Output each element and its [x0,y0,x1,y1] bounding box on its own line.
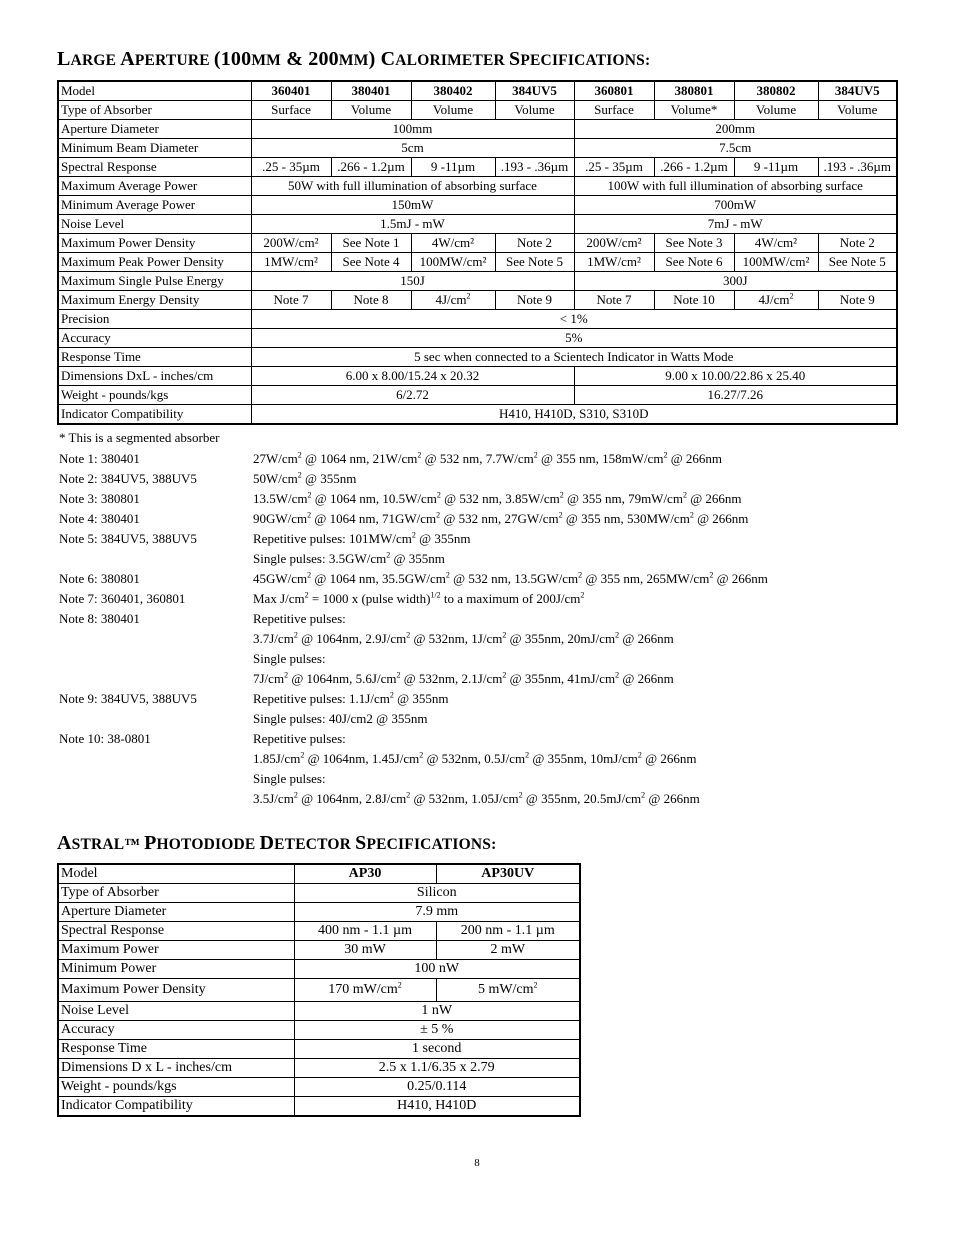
row-label: Type of Absorber [58,101,251,120]
row-label: Spectral Response [58,922,294,941]
table-row [58,81,897,101]
note-label: Note 4: 380401 [59,511,140,526]
model-cell: AP30UV [436,864,580,884]
superscript: 2 [663,450,668,460]
table-cell: .25 - 35µm [251,158,331,177]
table-cell: 150mW [251,196,574,215]
note-text: $45GW/cm^2$ @ 1064 nm, $35.5GW/cm^2$ @ 532 nm, $13.5GW/cm^2$ @ 355 nm, $265MW/cm^2$ @ 266nm [253,570,768,586]
table-row [58,177,897,196]
table-cell: Surface [574,101,654,120]
section-title-calorimeter: LARGE APERTURE (100MM & 200MM) CALORIMETER SPECIFICATIONS: [57,48,651,70]
note-line [59,689,939,709]
row-label: Weight - pounds/kgs [58,1078,294,1097]
note-text: Single pulses: [253,651,326,666]
table-row [58,215,897,234]
table-cell [294,979,436,1002]
table-cell: 7.9 mm [294,903,580,922]
note-line [59,769,939,789]
row-label: Minimum Beam Diameter [58,139,251,158]
table-cell: 200W/cm² [251,234,331,253]
superscript: 2 [307,490,312,500]
superscript: 2 [525,750,530,760]
table-row [58,196,897,215]
note-label [59,769,253,789]
note-label: Note 9: 384UV5, 388UV5 [59,691,197,706]
table-row [58,1078,580,1097]
model-cell: 380802 [734,81,818,101]
table-row [58,405,897,425]
row-label: Model [58,81,251,101]
note-line [59,469,939,489]
superscript: 2 [559,490,564,500]
model-cell: 380401 [331,81,411,101]
superscript: 2 [419,750,424,760]
row-label: Noise Level [58,1002,294,1021]
cell-text: 4J/cm [758,292,790,307]
table-cell: 400 nm - 1.1 µm [294,922,436,941]
table-cell: See Note 3 [654,234,734,253]
table-row [58,386,897,405]
photodiode-spec-table [57,863,581,1117]
note-line [59,629,939,649]
notes-list [59,449,939,809]
table-cell: .193 - .36µm [818,158,897,177]
table-cell: 4W/cm² [734,234,818,253]
table-cell: Volume [331,101,411,120]
table-cell: 4W/cm² [411,234,495,253]
table-cell: Note 2 [818,234,897,253]
note-text: $90GW/cm^2$ @ 1064 nm, $71GW/cm^2$ @ 532 nm, $27GW/cm^2$ @ 355 nm, $530MW/cm^2$ @ 266nm [253,510,749,526]
note-line [59,569,939,589]
table-cell: 1.5mJ - mW [251,215,574,234]
model-cell: AP30 [294,864,436,884]
table-row [58,367,897,386]
row-label: Noise Level [58,215,251,234]
superscript: 2 [637,750,642,760]
table-cell: Surface [251,101,331,120]
superscript: 2 [466,291,471,301]
table-cell: 7mJ - mW [574,215,897,234]
row-label: Weight - pounds/kgs [58,386,251,405]
superscript: 2 [396,670,401,680]
superscript: 1/2 [430,590,441,600]
table-cell: Note 10 [654,291,734,310]
table-cell: < 1% [251,310,897,329]
superscript: 2 [297,470,302,480]
note-line [59,609,939,629]
table-cell: 1 nW [294,1002,580,1021]
row-label: Minimum Average Power [58,196,251,215]
table-cell: 100MW/cm² [734,253,818,272]
table-cell: 200W/cm² [574,234,654,253]
superscript: 2 [300,750,305,760]
note-line [59,549,939,569]
table-cell: .266 - 1.2µm [654,158,734,177]
note-text: $50W/cm^2$ @ 355nm [253,470,357,486]
row-label: Dimensions D x L - inches/cm [58,1059,294,1078]
page-number: 8 [474,1157,480,1169]
table-cell: Note 7 [574,291,654,310]
row-label: Maximum Power Density [58,979,294,1002]
model-cell: 360401 [251,81,331,101]
table-row [58,101,897,120]
row-label: Maximum Energy Density [58,291,251,310]
model-cell: 380402 [411,81,495,101]
note-label: Note 10: 38-0801 [59,731,151,746]
table-cell: 200 nm - 1.1 µm [436,922,580,941]
row-label: Response Time [58,348,251,367]
table-cell: 1 second [294,1040,580,1059]
segmented-absorber-note: * This is a segmented absorber [59,430,220,445]
note-text: Repetitive pulses: [253,611,346,626]
superscript: 2 [386,550,391,560]
row-label: Minimum Power [58,960,294,979]
note-line [59,789,939,809]
table-cell [436,979,580,1002]
table-cell: 100W with full illumination of absorbing surface [574,177,897,196]
table-cell: 9.00 x 10.00/22.86 x 25.40 [574,367,897,386]
note-text: $13.5W/cm^2$ @ 1064 nm, $10.5W/cm^2$ @ 532 nm, $3.85W/cm^2$ @ 355 nm, $79mW/cm^2$ @ 266nm [253,490,742,506]
table-cell: 50W with full illumination of absorbing surface [251,177,574,196]
table-row [58,903,580,922]
superscript: 2 [580,590,585,600]
superscript: 2 [641,790,646,800]
note-label [59,709,253,729]
superscript: 2 [293,790,298,800]
note-text: $1.85J/cm^2$ @ 1064nm, $1.45J/cm^2$ @ 532nm, $0.5J/cm^2$ @ 355nm, $10mJ/cm^2$ @ 266nm [253,750,697,766]
table-cell: 30 mW [294,941,436,960]
table-cell: See Note 1 [331,234,411,253]
note-text: Single pulses: [253,771,326,786]
table-row [58,1021,580,1040]
superscript: 2 [297,450,302,460]
table-cell: 7.5cm [574,139,897,158]
note-label [59,669,253,689]
table-row [58,979,580,1002]
table-row [58,348,897,367]
table-cell: See Note 5 [495,253,574,272]
superscript: 2 [304,590,309,600]
table-cell: 16.27/7.26 [574,386,897,405]
model-cell: 380801 [654,81,734,101]
table-cell: Volume [818,101,897,120]
row-label: Accuracy [58,329,251,348]
row-label: Maximum Power Density [58,234,251,253]
table-row [58,884,580,903]
note-line [59,509,939,529]
table-row [58,329,897,348]
table-cell [411,291,495,310]
note-label: Note 3: 380801 [59,491,140,506]
table-cell: 9 -11µm [734,158,818,177]
table-cell: Note 7 [251,291,331,310]
table-row [58,158,897,177]
model-cell: 384UV5 [495,81,574,101]
table-cell: Silicon [294,884,580,903]
row-label: Spectral Response [58,158,251,177]
note-label [59,629,253,649]
superscript: 2 [436,510,441,520]
table-cell: Volume [411,101,495,120]
superscript: 2 [417,450,422,460]
note-line [59,529,939,549]
superscript: 2 [533,450,538,460]
note-label: Note 5: 384UV5, 388UV5 [59,531,197,546]
table-row [58,960,580,979]
note-text: Repetitive pulses: [253,731,346,746]
note-text: Single pulses: $3.5GW/cm^2$ @ 355nm [253,550,445,566]
model-cell: 384UV5 [818,81,897,101]
note-label: Note 8: 380401 [59,611,140,626]
row-label: Aperture Diameter [58,903,294,922]
superscript: 2 [436,490,441,500]
row-label: Precision [58,310,251,329]
table-row [58,1059,580,1078]
row-label: Maximum Average Power [58,177,251,196]
superscript: 2 [709,570,714,580]
superscript: 2 [397,980,402,990]
table-cell: .193 - .36µm [495,158,574,177]
superscript: 2 [406,630,411,640]
table-cell: 300J [574,272,897,291]
superscript: 2 [411,530,416,540]
superscript: 2 [307,510,312,520]
section-title-photodiode: ASTRAL™ PHOTODIODE DETECTOR SPECIFICATIONS: [57,832,497,854]
superscript: 2 [293,630,298,640]
table-row [58,291,897,310]
table-cell: 1MW/cm² [574,253,654,272]
table-cell: .266 - 1.2µm [331,158,411,177]
row-label: Indicator Compatibility [58,1097,294,1117]
calorimeter-spec-table [57,80,898,425]
row-label: Aperture Diameter [58,120,251,139]
table-row [58,234,897,253]
table-cell: H410, H410D, S310, S310D [251,405,897,425]
note-label: Note 7: 360401, 360801 [59,591,186,606]
superscript: 2 [789,291,794,301]
note-text: Repetitive pulses: $101MW/cm^2$ @ 355nm [253,530,471,546]
note-text: Max $J/cm^2 = 1000$ x (pulse width)$^{1/2}$ to a maximum of $200J/cm^2$ [253,590,585,606]
table-cell: 100MW/cm² [411,253,495,272]
row-label: Accuracy [58,1021,294,1040]
superscript: 2 [558,510,563,520]
table-cell: 2 mW [436,941,580,960]
table-cell: See Note 6 [654,253,734,272]
note-label [59,549,253,569]
row-label: Indicator Compatibility [58,405,251,425]
superscript: 2 [533,980,538,990]
table-cell: H410, H410D [294,1097,580,1117]
table-cell [734,291,818,310]
note-text: Repetitive pulses: $1.1J/cm^2$ @ 355nm [253,690,449,706]
cell-text: 170 mW/cm [328,982,398,997]
table-cell: 150J [251,272,574,291]
table-cell: See Note 5 [818,253,897,272]
note-line [59,729,939,749]
table-row [58,120,897,139]
note-line [59,749,939,769]
row-label: Response Time [58,1040,294,1059]
table-cell: 6/2.72 [251,386,574,405]
note-line [59,709,939,729]
note-text: $3.5J/cm^2$ @ 1064nm, $2.8J/cm^2$ @ 532nm, $1.05J/cm^2$ @ 355nm, $20.5mJ/cm^2$ @ 266nm [253,790,700,806]
superscript: 2 [502,630,507,640]
superscript: 2 [406,790,411,800]
superscript: 2 [445,570,450,580]
superscript: 2 [389,690,394,700]
row-label: Model [58,864,294,884]
superscript: 2 [615,670,620,680]
table-row [58,941,580,960]
table-row [58,864,580,884]
table-cell: 5 sec when connected to a Scientech Indicator in Watts Mode [251,348,897,367]
table-cell: 0.25/0.114 [294,1078,580,1097]
cell-text: 4J/cm [435,292,467,307]
table-cell: ± 5 % [294,1021,580,1040]
table-row [58,310,897,329]
note-label [59,789,253,809]
superscript: 2 [689,510,694,520]
table-cell: Note 8 [331,291,411,310]
note-line [59,449,939,469]
note-text: $7J/cm^2$ @ 1064nm, $5.6J/cm^2$ @ 532nm, $2.1J/cm^2$ @ 355nm, $41mJ/cm^2$ @ 266nm [253,670,674,686]
note-text: $27W/cm^2$ @ 1064 nm, $21W/cm^2$ @ 532 nm, $7.7W/cm^2$ @ 355 nm, $158mW/cm^2$ @ 266nm [253,450,723,466]
table-row [58,1002,580,1021]
cell-text: 5 mW/cm [477,982,534,997]
table-row [58,253,897,272]
table-cell: 700mW [574,196,897,215]
table-cell: Note 9 [495,291,574,310]
row-label: Maximum Single Pulse Energy [58,272,251,291]
note-label: Note 6: 380801 [59,571,140,586]
superscript: 2 [502,670,507,680]
note-label [59,649,253,669]
table-row [58,272,897,291]
superscript: 2 [518,790,523,800]
row-label: Type of Absorber [58,884,294,903]
superscript: 2 [682,490,687,500]
table-cell: 6.00 x 8.00/15.24 x 20.32 [251,367,574,386]
note-line [59,669,939,689]
row-label: Maximum Peak Power Density [58,253,251,272]
table-cell: 9 -11µm [411,158,495,177]
table-row [58,139,897,158]
note-label [59,749,253,769]
superscript: 2 [284,670,289,680]
superscript: 2 [615,630,620,640]
table-cell: Note 9 [818,291,897,310]
table-cell: See Note 4 [331,253,411,272]
row-label: Maximum Power [58,941,294,960]
superscript: 2 [307,570,312,580]
table-cell: 5cm [251,139,574,158]
row-label: Dimensions DxL - inches/cm [58,367,251,386]
note-line [59,489,939,509]
note-text: Single pulses: 40J/cm2 @ 355nm [253,711,428,726]
table-cell: .25 - 35µm [574,158,654,177]
note-label: Note 1: 380401 [59,451,140,466]
table-row [58,922,580,941]
table-cell: Note 2 [495,234,574,253]
note-text: $3.7J/cm^2$ @ 1064nm, $2.9J/cm^2$ @ 532nm, $1J/cm^2$ @ 355nm, $20mJ/cm^2$ @ 266nm [253,630,674,646]
table-cell: Volume* [654,101,734,120]
note-line [59,589,939,609]
table-cell: 100 nW [294,960,580,979]
superscript: 2 [578,570,583,580]
table-cell: 200mm [574,120,897,139]
table-row [58,1040,580,1059]
note-label: Note 2: 384UV5, 388UV5 [59,471,197,486]
table-cell: Volume [495,101,574,120]
table-cell: 5% [251,329,897,348]
table-cell: 1MW/cm² [251,253,331,272]
table-cell: Volume [734,101,818,120]
model-cell: 360801 [574,81,654,101]
table-cell: 100mm [251,120,574,139]
note-line [59,649,939,669]
table-cell: 2.5 x 1.1/6.35 x 2.79 [294,1059,580,1078]
table-row [58,1097,580,1117]
